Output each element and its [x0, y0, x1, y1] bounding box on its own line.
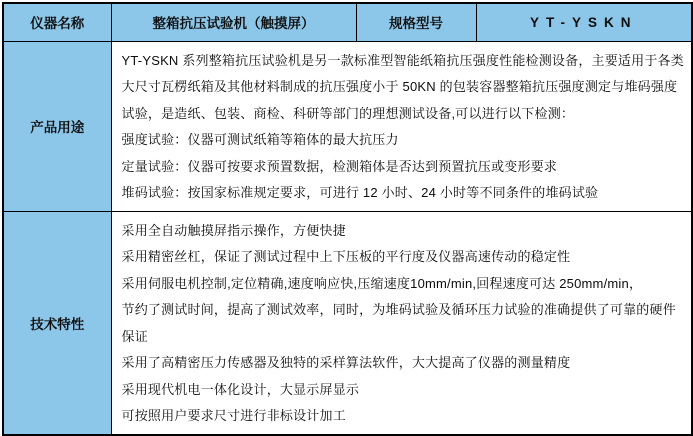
features-label-cell: 技术特性	[3, 211, 111, 435]
text-line: 大尺寸瓦楞纸箱及其他材料制成的抗压强度小于 50KN 的包装容器整箱抗压强度测定与堆码强度	[121, 79, 678, 94]
text-line: 堆码试验：按国家标准规定要求，可进行 12 小时、24 小时等不同条件的堆码试验	[121, 185, 599, 200]
usage-row	[3, 41, 692, 211]
text-line: 试验，是造纸、包装、商检、科研等部门的理想测试设备,可以进行以下检测：	[121, 105, 575, 121]
text-line: 采用了高精密压力传感器及独特的采样算法软件，大大提高了仪器的测量精度	[121, 355, 571, 370]
header-row	[3, 3, 692, 41]
model-label-cell: 规格型号	[356, 3, 476, 41]
text-line: 采用精密丝杠，保证了测试过程中上下压板的平行度及仪器高速传动的稳定性	[121, 249, 571, 264]
usage-label-cell: 产品用途	[3, 41, 111, 211]
text-line: 节约了测试时间，提高了测试效率，同时，为堆码试验及循环压力试验的准确提供了可靠的硬件	[121, 302, 676, 317]
features-row	[3, 211, 692, 435]
usage-content-cell	[111, 41, 692, 211]
model-value-cell: YT-YSKN	[476, 3, 692, 41]
text-line: YT-YSKN 系列整箱抗压试验机是另一款标准型智能纸箱抗压强度性能检测设备，主要适用于各类	[121, 52, 684, 68]
text-line: 可按照用户要求尺寸进行非标设计加工	[121, 408, 346, 423]
text-line: 采用伺服电机控制,定位精确,速度响应快,压缩速度10mm/min,回程速度可达 250mm/min，	[121, 275, 643, 291]
instrument-name-value-cell: 整箱抗压试验机（触摸屏）	[111, 3, 356, 41]
text-line: 定量试验：仪器可按要求预置数据，检测箱体是否达到预置抗压或变形要求	[121, 158, 558, 174]
product-spec-table	[2, 2, 693, 436]
text-line: 采用现代机电一体化设计，大显示屏显示	[121, 381, 360, 397]
text-line: 强度试验：仪器可测试纸箱等箱体的最大抗压力	[121, 132, 399, 147]
features-content-cell	[111, 211, 692, 435]
text-line: 保证	[121, 328, 148, 344]
instrument-name-label-cell: 仪器名称	[3, 3, 111, 41]
text-line: 采用全自动触摸屏指示操作，方便快捷	[121, 222, 346, 238]
